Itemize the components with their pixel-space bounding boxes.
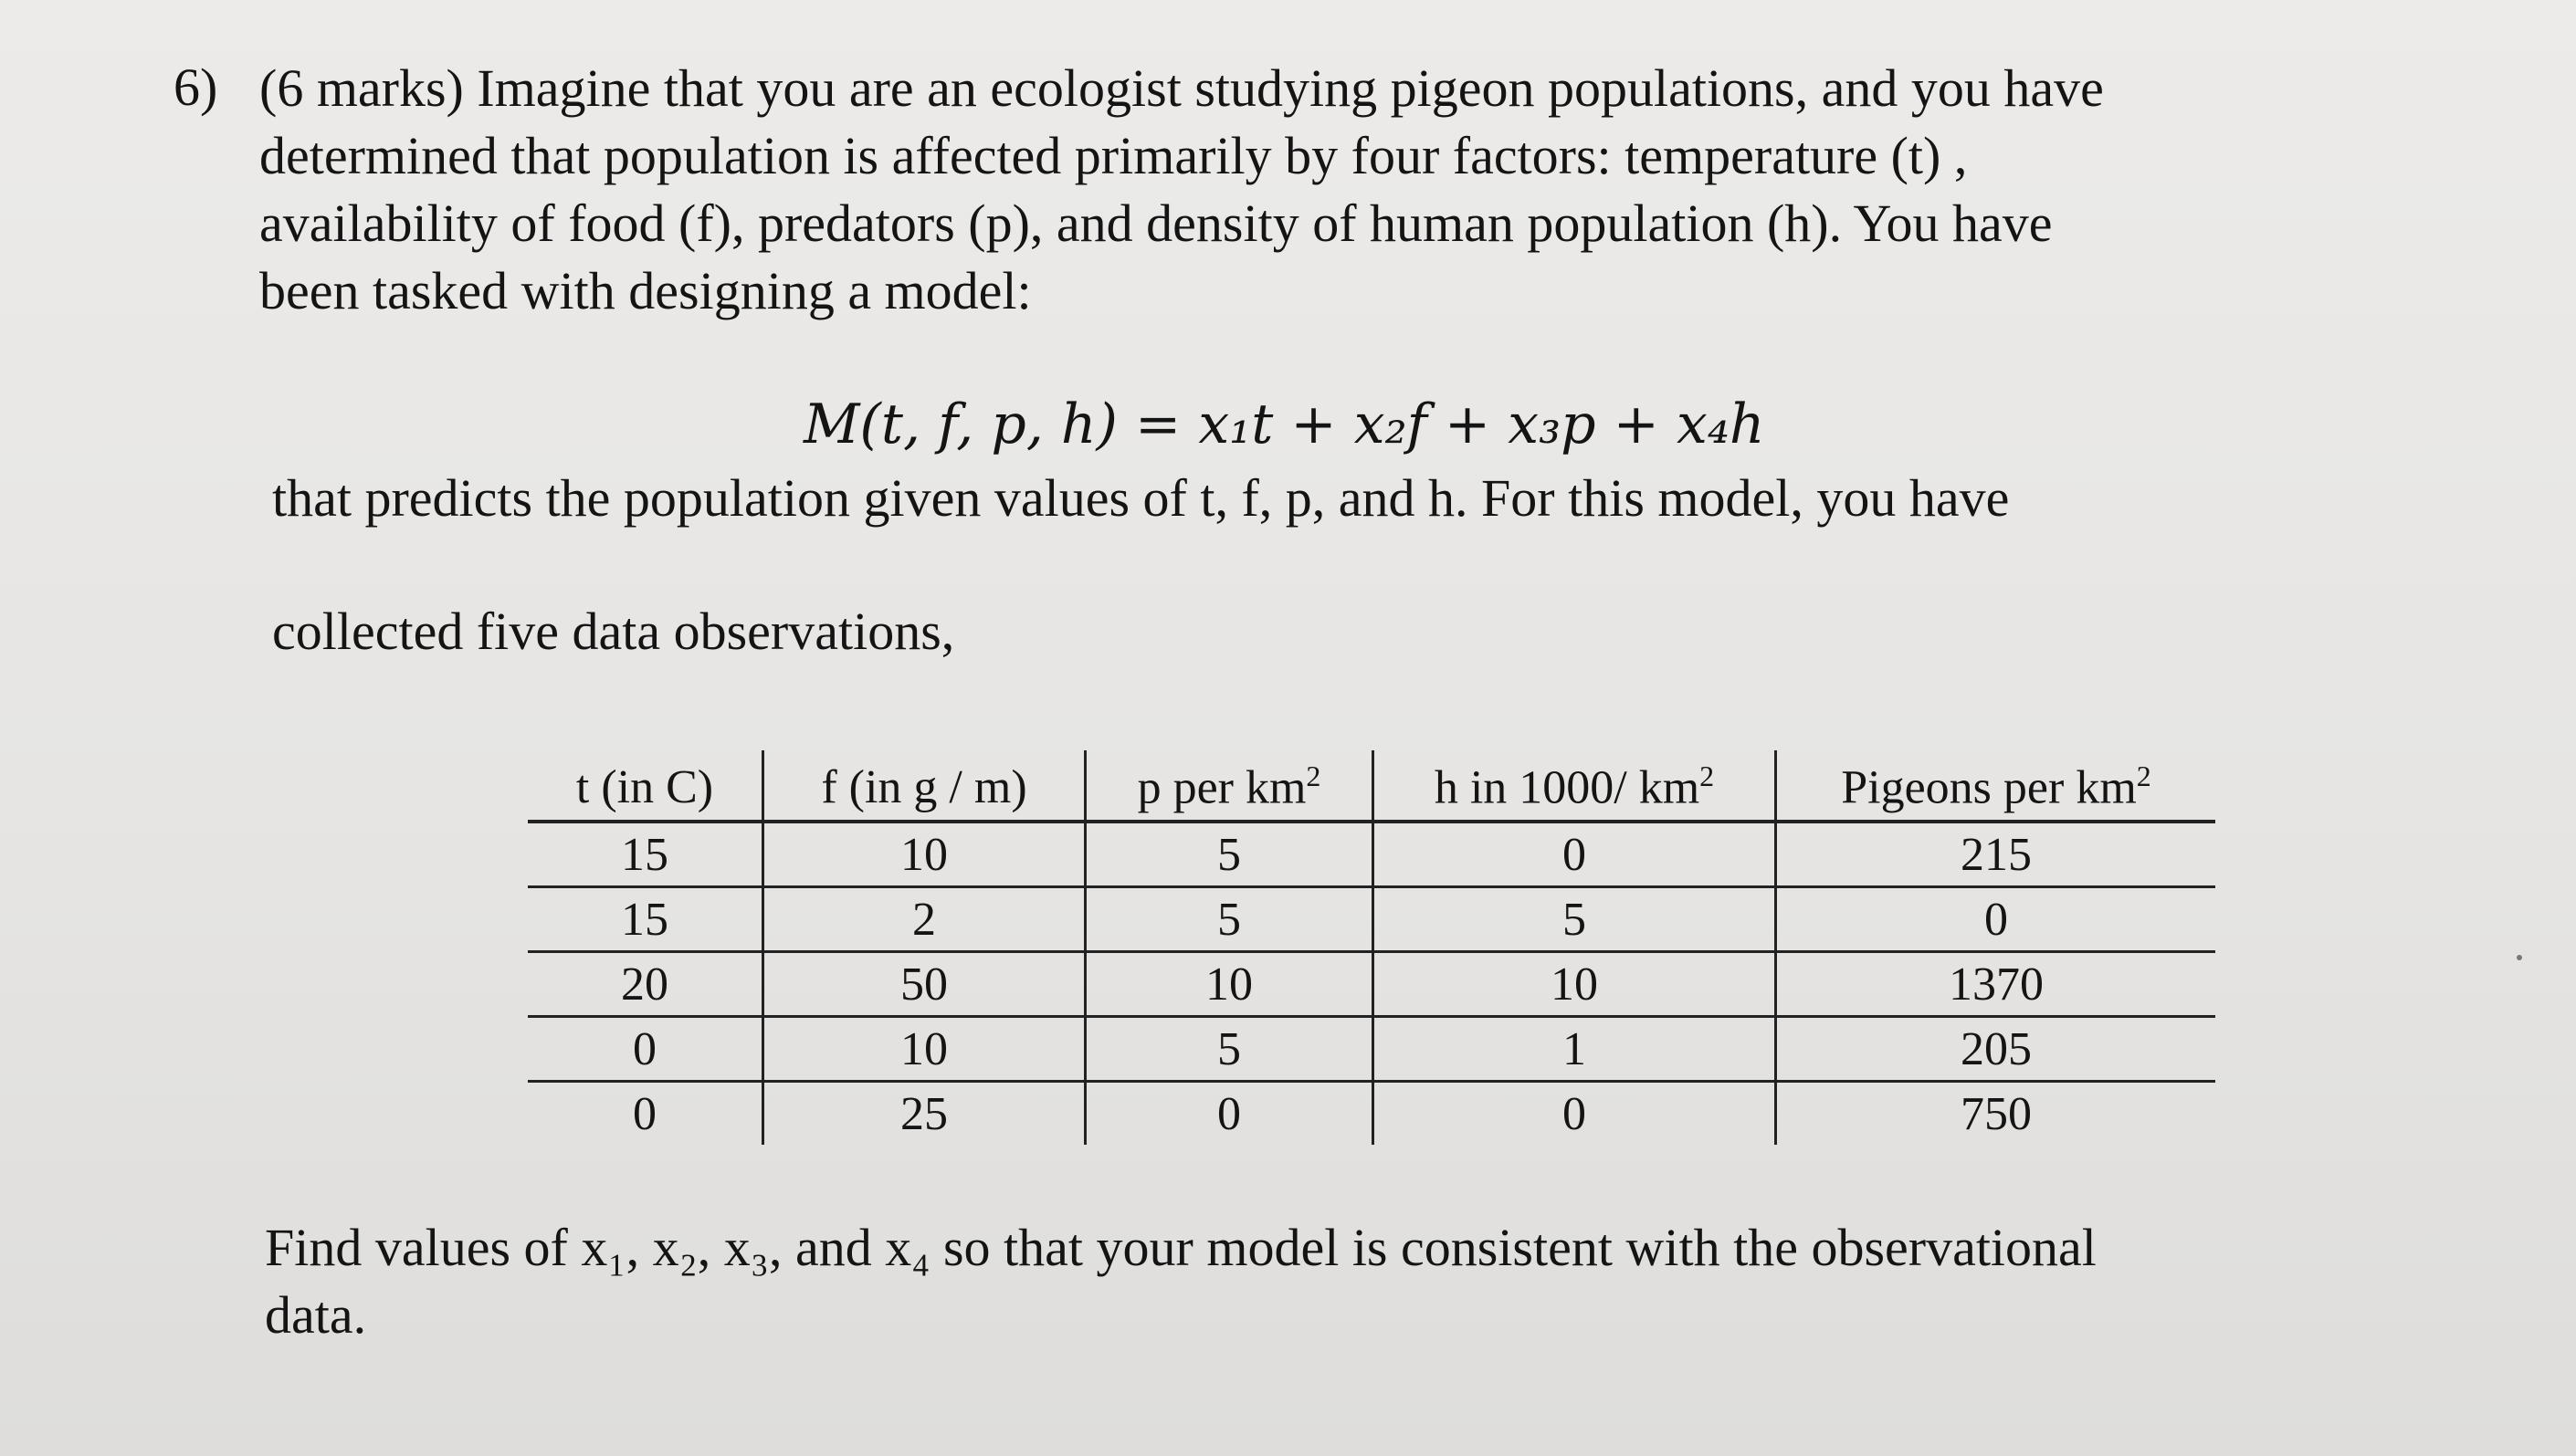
- table-row: [528, 822, 2215, 887]
- cell-h: 5: [1373, 887, 1776, 952]
- header-f: f (in g / m): [763, 750, 1086, 822]
- header-h: h in 1000/ $km^2$: [1373, 750, 1776, 822]
- cell-t: 20: [528, 952, 763, 1017]
- intro-line-4: been tasked with designing a model:: [259, 261, 1032, 320]
- cell-h: 0: [1373, 1082, 1776, 1146]
- question-intro: [259, 55, 2360, 325]
- observations-table-wrapper: [528, 750, 2215, 1145]
- cell-t: 15: [528, 887, 763, 952]
- page-speck: [2517, 955, 2522, 960]
- model-equation: [804, 393, 1765, 456]
- cell-f: 10: [763, 822, 1086, 887]
- observations-table: [528, 750, 2215, 1145]
- cell-t: 0: [528, 1017, 763, 1082]
- header-p: p per $km^2$: [1086, 750, 1373, 822]
- cell-h: 1: [1373, 1017, 1776, 1082]
- model-equation-text: M(t, f, p, h) = x₁t + x₂f + x₃p + x₄h: [804, 393, 1765, 456]
- collected-text: collected five data observations,: [272, 602, 955, 661]
- cell-pigeons: 1370: [1776, 952, 2216, 1017]
- cell-t: 15: [528, 822, 763, 887]
- cell-h: 10: [1373, 952, 1776, 1017]
- cell-p: 0: [1086, 1082, 1373, 1146]
- cell-p: 5: [1086, 887, 1373, 952]
- cell-f: 25: [763, 1082, 1086, 1146]
- cell-pigeons: 0: [1776, 887, 2216, 952]
- table-row: [528, 1017, 2215, 1082]
- closing-question: [265, 1214, 2365, 1349]
- intro-line-3: availability of food (f), predators (p), and density of human population (h). You have: [259, 194, 2053, 253]
- cell-f: 50: [763, 952, 1086, 1017]
- table-row: [528, 952, 2215, 1017]
- cell-p: 5: [1086, 822, 1373, 887]
- closing-line-2: data.: [265, 1285, 367, 1345]
- intro-line-2: determined that population is affected primarily by four factors: temperature (t) ,: [259, 126, 1968, 185]
- table-header-row: [528, 750, 2215, 822]
- cell-pigeons: 750: [1776, 1082, 2216, 1146]
- cell-p: 10: [1086, 952, 1373, 1017]
- cell-pigeons: 205: [1776, 1017, 2216, 1082]
- intro-line-1: (6 marks) Imagine that you are an ecologist studying pigeon populations, and you have: [259, 58, 2104, 118]
- after-equation-text: that predicts the population given values of t, f, p, and h. For this model, you have: [272, 468, 2010, 528]
- header-pigeons: Pigeons per $km^2$: [1776, 750, 2216, 822]
- cell-h: 0: [1373, 822, 1776, 887]
- cell-f: 10: [763, 1017, 1086, 1082]
- header-t: t (in C): [575, 760, 714, 813]
- cell-pigeons: 215: [1776, 822, 2216, 887]
- question-number: 6): [173, 58, 218, 117]
- cell-p: 5: [1086, 1017, 1373, 1082]
- cell-t: 0: [528, 1082, 763, 1146]
- table-row: [528, 1082, 2215, 1146]
- closing-line-1: Find values of x₁, x₂, x₃, and x₄ so that your model is consistent with the observational: [265, 1218, 2097, 1277]
- cell-f: 2: [763, 887, 1086, 952]
- table-row: [528, 887, 2215, 952]
